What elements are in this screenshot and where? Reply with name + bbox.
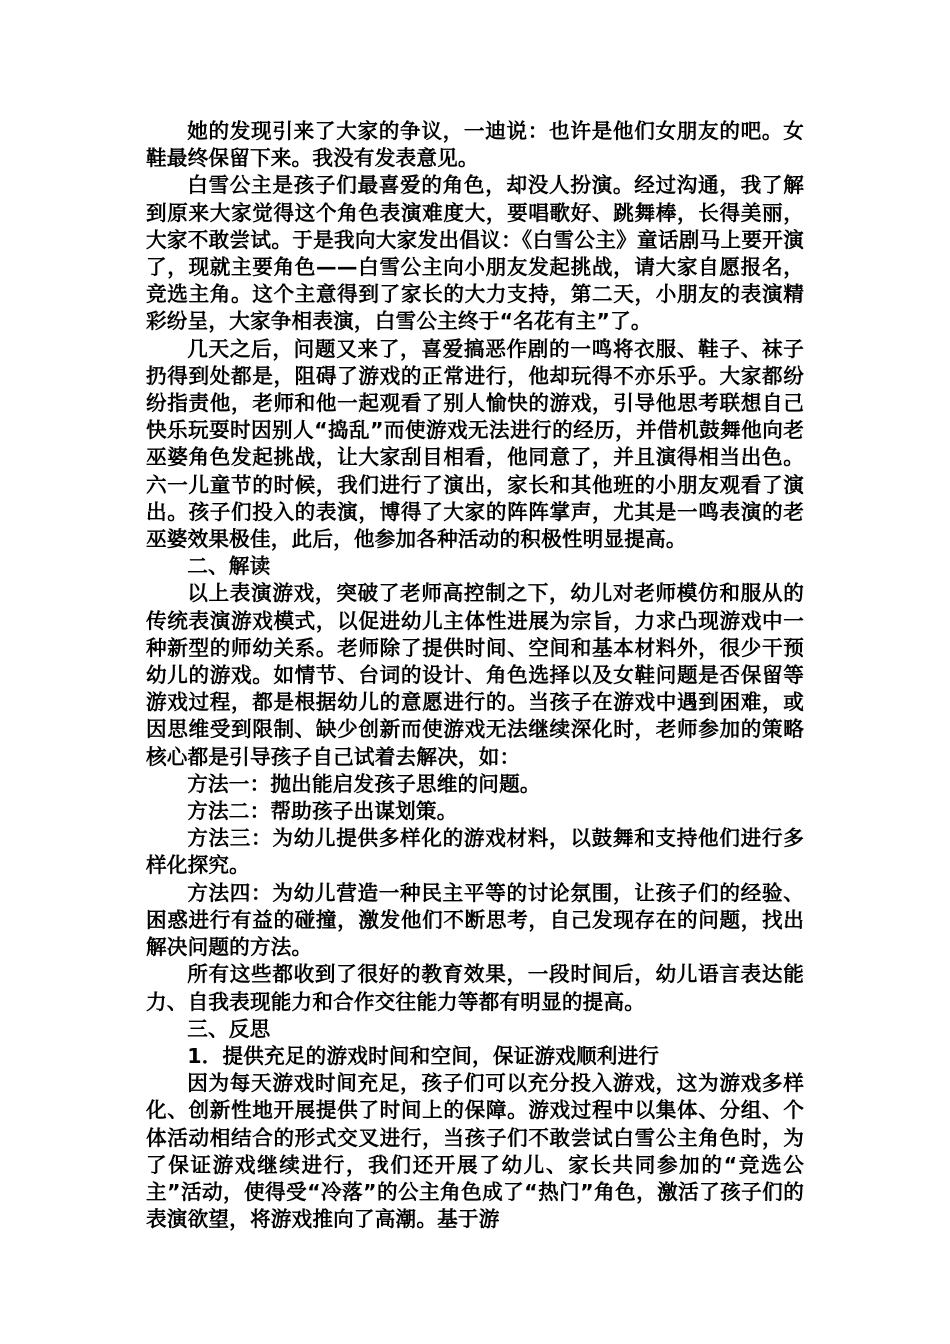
method-3: 方法三：为幼儿提供多样化的游戏材料，以鼓舞和支持他们进行多样化探究。 [146,826,804,878]
paragraph-5: 所有这些都收到了很好的教育效果，一段时间后，幼儿语言表达能力、自我表现能力和合作交往能力等都有明显的提高。 [146,962,804,1014]
method-1: 方法一：抛出能启发孩子思维的问题。 [187,771,541,796]
section-heading-reflection: 三、反思 [187,1016,271,1041]
document-page [146,118,804,1233]
section-heading-interpretation: 二、解读 [187,554,271,579]
paragraph-2: 白雪公主是孩子们最喜爱的角色，却没人扮演。经过沟通，我了解到原来大家觉得这个角色表演难度大，要唱歌好、跳舞棒，长得美丽，大家不敢尝试。于是我向大家发出倡议：《白雪公主》童话剧马上要开演了，现就主要角色——白雪公主向小朋友发起挑战，请大家自愿报名，竞选主角。这个主意得到了家长的大力支持，第二天，小朋友的表演精彩纷呈，大家争相表演，白雪公主终于“名花有主”了。 [146,173,804,334]
paragraph-3: 几天之后，问题又来了，喜爱搞恶作剧的一鸣将衣服、鞋子、袜子扔得到处都是，阻碍了游戏的正常进行，他却玩得不亦乐乎。大家都纷纷指责他，老师和他一起观看了别人愉快的游戏，引导他思考联想自己快乐玩耍时因别人“捣乱”而使游戏无法进行的经历，并借机鼓舞他向老巫婆角色发起挑战，让大家刮目相看，他同意了，并且演得相当出色。六一儿童节的时候，我们进行了演出，家长和其他班的小朋友观看了演出。孩子们投入的表演，博得了大家的阵阵掌声，尤其是一鸣表演的老巫婆效果极佳，此后，他参加各种活动的积极性明显提高。 [146,336,804,552]
paragraph-6: 因为每天游戏时间充足，孩子们可以充分投入游戏，这为游戏多样化、创新性地开展提供了时间上的保障。游戏过程中以集体、分组、个体活动相结合的形式交叉进行，当孩子们不敢尝试白雪公主角色时，为了保证游戏继续进行，我们还开展了幼儿、家长共同参加的“竞选公主”活动，使得受“冷落”的公主角色成了“热门”角色，激活了孩子们的表演欲望，将游戏推向了高潮。基于游 [146,1071,804,1232]
subsection-heading-1: 1．提供充足的游戏时间和空间，保证游戏顺利进行 [187,1043,660,1068]
method-2: 方法二：帮助孩子出谋划策。 [187,799,458,824]
paragraph-1: 她的发现引来了大家的争议，一迪说：也许是他们女朋友的吧。女鞋最终保留下来。我没有发表意见。 [146,119,804,171]
method-4: 方法四：为幼儿营造一种民主平等的讨论氛围，让孩子们的经验、困惑进行有益的碰撞，激发他们不断思考，自己发现存在的问题，找出解决问题的方法。 [146,880,804,960]
paragraph-4: 以上表演游戏，突破了老师高控制之下，幼儿对老师模仿和服从的传统表演游戏模式，以促进幼儿主体性进展为宗旨，力求凸现游戏中一种新型的师幼关系。老师除了提供时间、空间和基本材料外，很少干预幼儿的游戏。如情节、台词的设计、角色选择以及女鞋问题是否保留等游戏过程，都是根据幼儿的意愿进行的。当孩子在游戏中遇到困难，或因思维受到限制、缺少创新而使游戏无法继续深化时，老师参加的策略核心都是引导孩子自己试着去解决，如： [146,581,804,769]
